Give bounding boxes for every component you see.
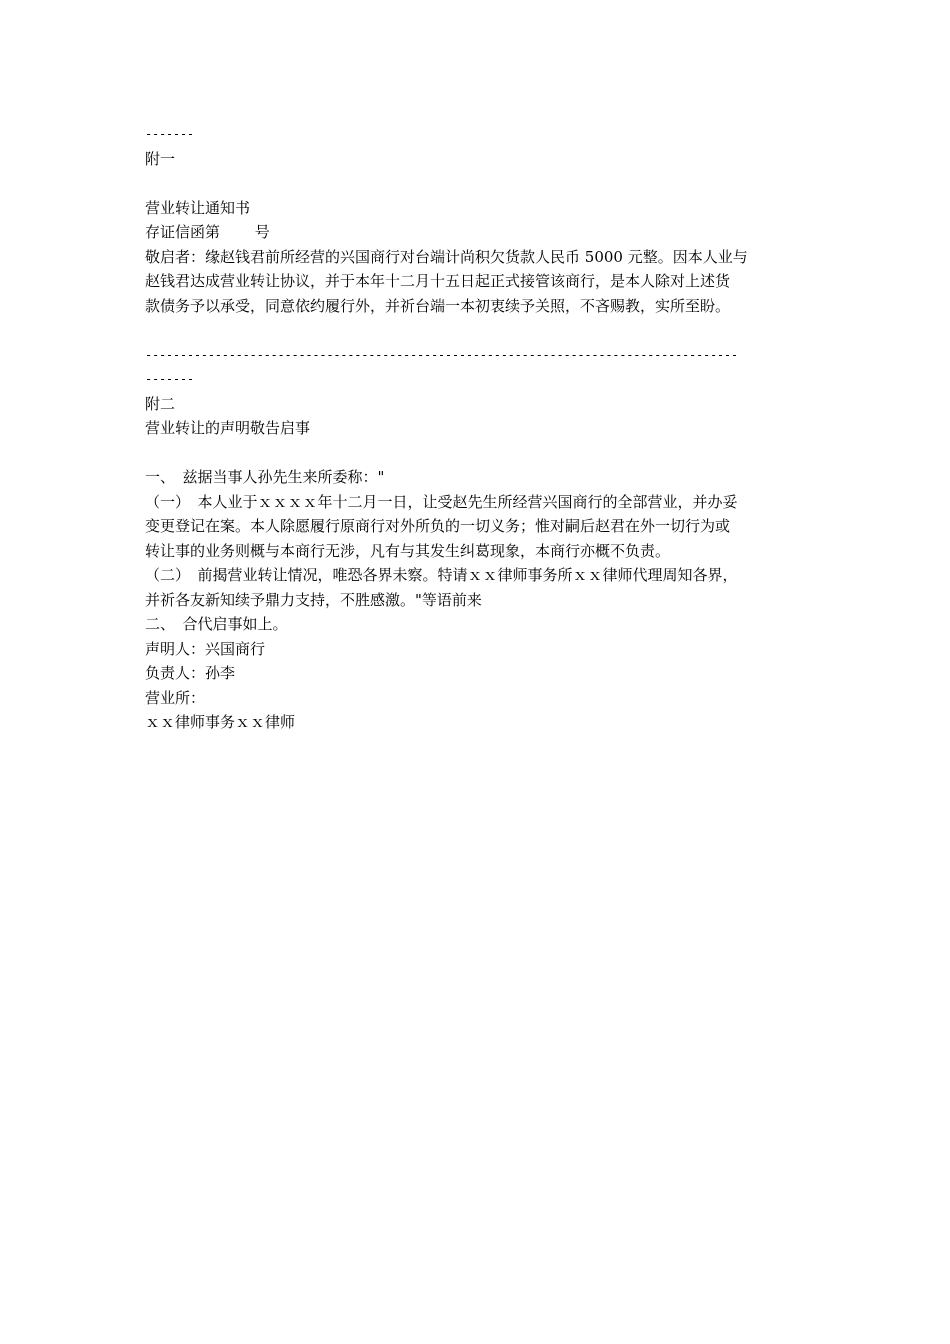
- appendix-2-line: 并祈各友新知续予鼎力支持，不胜感激。"等语前来: [145, 590, 482, 609]
- business-office-line: 营业所：: [145, 688, 206, 707]
- blank-line: [145, 171, 810, 196]
- blank-line: [145, 441, 810, 466]
- appendix-1-label: 附一: [145, 149, 176, 168]
- appendix-1-body-line: 款债务予以承受，同意依约履行外，并祈台端一本初衷续予关照，不吝赐教，实所至盼。: [145, 296, 731, 315]
- appendix-2-line: 一、 兹据当事人孙先生来所委称：": [145, 468, 385, 486]
- separator-short-top: -------: [145, 127, 194, 141]
- appendix-1-body-line: 敬启者：缘赵钱君前所经营的兴国商行对台端计尚积欠货款人民币 5000 元整。因本人业与: [145, 247, 748, 266]
- responsible-person-line: 负责人：孙李: [145, 664, 236, 682]
- separator-short-bottom: -------: [145, 372, 194, 386]
- document-page: [145, 122, 810, 735]
- appendix-1-title: 营业转让通知书: [145, 198, 251, 217]
- appendix-2-line: 变更登记在案。本人除愿履行原商行对外所负的一切义务；惟对嗣后赵君在外一切行为或: [145, 517, 731, 535]
- appendix-2-line: 二、 合代启事如上。: [145, 615, 288, 633]
- appendix-2-line: 转让事的业务则概与本商行无涉，凡有与其发生纠葛现象，本商行亦概不负责。: [145, 541, 671, 560]
- appendix-2-title: 营业转让的声明敬告启事: [145, 419, 311, 437]
- blank-line: [145, 318, 810, 343]
- appendix-1-body-line: 赵钱君达成营业转让协议，并于本年十二月十五日起正式接管该商行，是本人除对上述货: [145, 272, 731, 290]
- declarant-line: 声明人：兴国商行: [145, 639, 266, 658]
- separator-long: -------------------------------------------------------------------------------------: [145, 347, 738, 362]
- appendix-2-line: （二） 前揭营业转让情况，唯恐各界未察。特请ｘｘ律师事务所ｘｘ律师代理周知各界，: [145, 566, 738, 584]
- appendix-2-label: 附二: [145, 394, 176, 413]
- law-firm-line: ｘｘ律师事务ｘｘ律师: [145, 713, 296, 731]
- appendix-2-line: （一） 本人业于ｘｘｘｘ年十二月一日，让受赵先生所经营兴国商行的全部营业，并办妥: [145, 492, 738, 511]
- appendix-1-reference: 存证信函第 号: [145, 223, 270, 241]
